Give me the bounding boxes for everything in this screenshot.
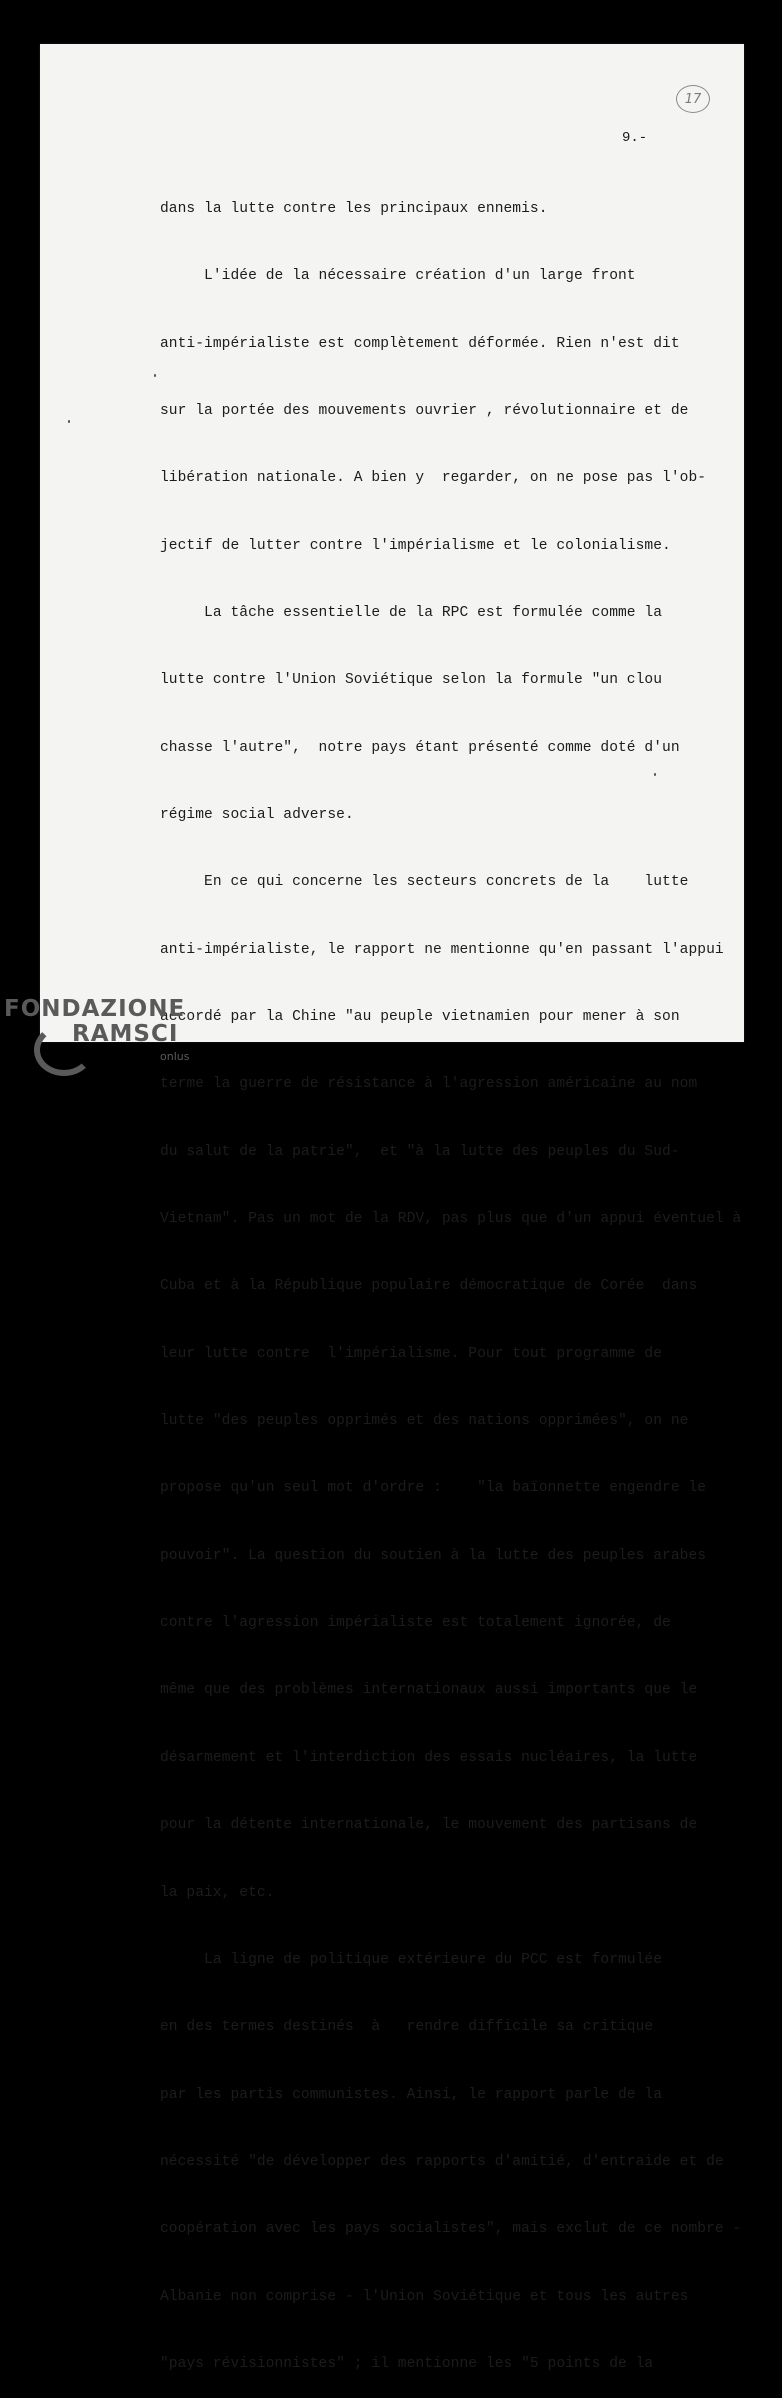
text-line: en des termes destinés à rendre difficile sa critique xyxy=(160,2019,654,2036)
text-line: par les partis communistes. Ainsi, le rapport parle de la xyxy=(160,2086,663,2103)
text-line: désarmement et l'interdiction des essais nucléaires, la lutte xyxy=(160,1749,698,1766)
watermark-logo xyxy=(4,996,204,1066)
text-line: Vietnam". Pas un mot de la RDV, pas plus que d'un appui éventuel à xyxy=(160,1211,742,1228)
paper-speck xyxy=(68,420,70,423)
text-line: la paix, etc. xyxy=(160,1884,275,1901)
text-line: jectif de lutter contre l'impérialisme et le colonialisme. xyxy=(160,537,671,554)
text-line: libération nationale. A bien y regarder, on ne pose pas l'ob- xyxy=(160,470,707,487)
text-line: du salut de la patrie", et "à la lutte des peuples du Sud- xyxy=(160,1143,680,1160)
text-line: régime social adverse. xyxy=(160,807,354,823)
text-line: anti-impérialiste, le rapport ne mentionne qu'en passant l'appui xyxy=(160,941,724,958)
text-line: accordé par la Chine "au peuple vietnamien pour mener à son xyxy=(160,1009,680,1026)
text-line: leur lutte contre l'impérialisme. Pour tout programme de xyxy=(160,1345,663,1362)
text-line: En ce qui concerne les secteurs concrets de la lutte xyxy=(160,874,689,891)
paper-speck xyxy=(654,773,656,776)
watermark-line1: FONDAZIONE xyxy=(4,996,186,1022)
text-line: La tâche essentielle de la RPC est formulée comme la xyxy=(160,604,663,621)
page-number: 9.- xyxy=(622,130,648,146)
text-line: coopération avec les pays socialistes", mais exclut de ce nombre - xyxy=(160,2221,742,2238)
text-line: pour la détente internationale, le mouvement des partisans de xyxy=(160,1817,698,1834)
text-line: propose qu'un seul mot d'ordre : "la baïonnette engendre le xyxy=(160,1480,707,1497)
text-line: "pays révisionnistes" ; il mentionne les "5 points de la xyxy=(160,2355,654,2372)
paper-speck xyxy=(154,374,156,377)
text-line: anti-impérialiste est complètement déformée. Rien n'est dit xyxy=(160,335,680,352)
text-line: dans la lutte contre les principaux ennemis. xyxy=(160,200,548,217)
text-line: pouvoir". La question du soutien à la lutte des peuples arabes xyxy=(160,1547,707,1564)
text-line: La ligne de politique extérieure du PCC est formulée xyxy=(160,1951,663,1968)
text-line: Cuba et à la République populaire démocratique de Corée dans xyxy=(160,1278,698,1295)
text-line: L'idée de la nécessaire création d'un large front xyxy=(160,268,636,285)
text-line: lutte "des peuples opprimés et des nations opprimées", on ne xyxy=(160,1413,689,1430)
watermark-suffix: onlus xyxy=(160,1050,190,1063)
text-line: Albanie non comprise - l'Union Soviétique et tous les autres xyxy=(160,2288,689,2305)
text-line: même que des problèmes internationaux aussi importants que le xyxy=(160,1682,698,1699)
body-text xyxy=(160,153,750,2398)
watermark-line2: RAMSCI xyxy=(72,1021,179,1047)
text-line: sur la portée des mouvements ouvrier , révolutionnaire et de xyxy=(160,402,689,419)
text-line: contre l'agression impérialiste est totalement ignorée, de xyxy=(160,1615,671,1632)
text-line: terme la guerre de résistance à l'agression américaine au nom xyxy=(160,1076,698,1093)
text-line: chasse l'autre", notre pays étant présenté comme doté d'un xyxy=(160,739,680,756)
archive-number-stamp: 17 xyxy=(676,85,710,113)
text-line: lutte contre l'Union Soviétique selon la formule "un clou xyxy=(160,672,663,689)
text-line: nécessité "de développer des rapports d'amitié, d'entraide et de xyxy=(160,2153,724,2170)
